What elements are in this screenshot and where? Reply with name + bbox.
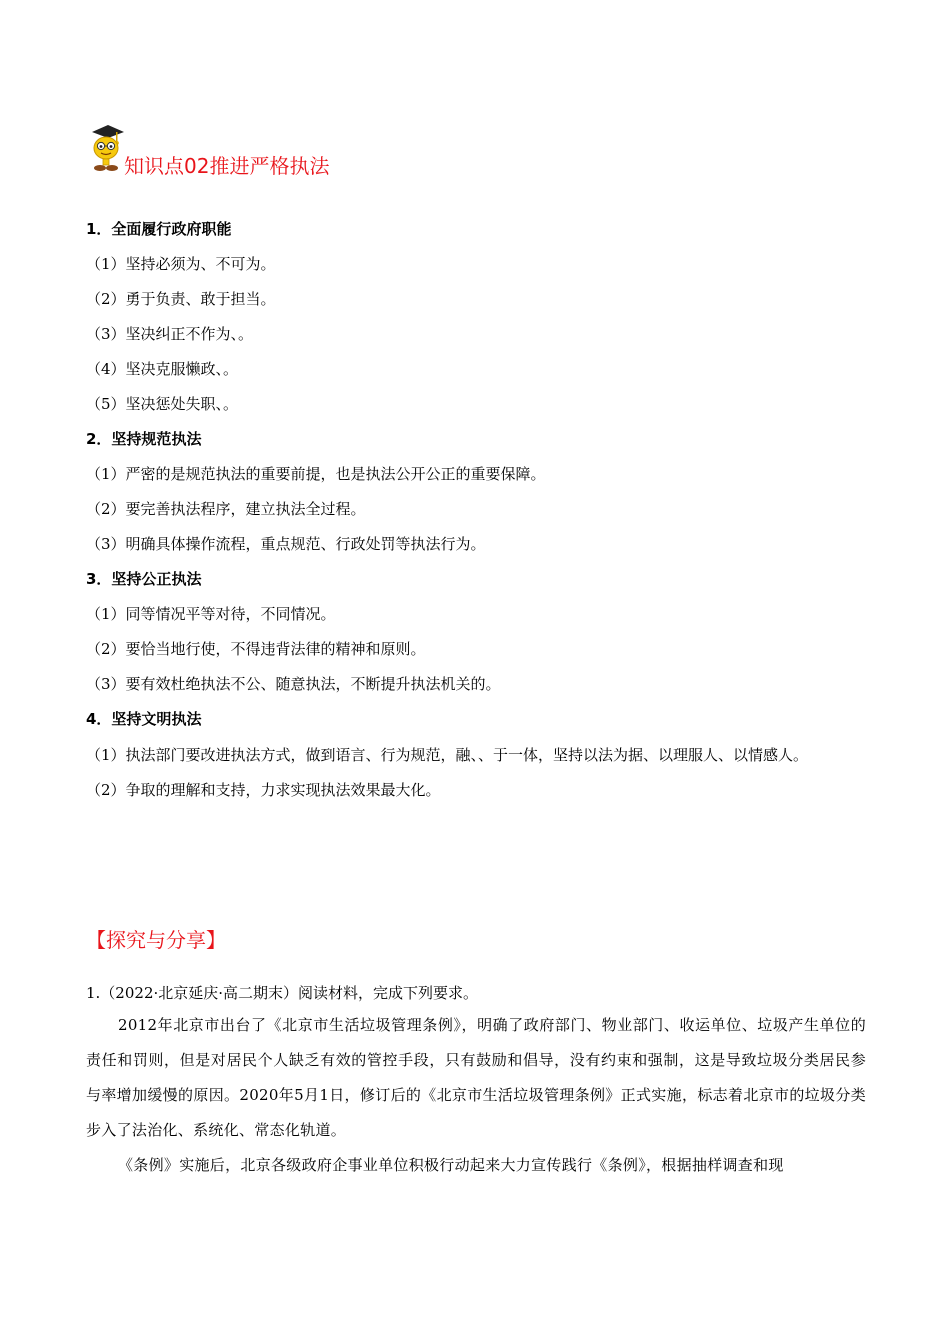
section [86,562,866,702]
question-stem: 1.（2022·北京延庆·高二期末）阅读材料，完成下列要求。 [86,984,479,1002]
list-item: （2）争取的理解和支持，力求实现执法效果最大化。 [86,781,441,799]
list-item: （5）坚决惩处失职、。 [86,395,239,413]
question-block [86,978,866,1183]
section-heading: 1．全面履行政府职能 [86,220,232,238]
section-heading: 2．坚持规范执法 [86,430,202,448]
section [86,422,866,562]
list-item: （3）坚决纠正不作为、。 [86,325,254,343]
knowledge-point-title: 知识点02推进严格执法 [124,154,330,178]
section-heading: 3．坚持公正执法 [86,570,202,588]
explore-title: 【探究与分享】 [86,928,226,952]
list-item: （1）执法部门要改进执法方式，做到语言、行为规范，融、、于一体，坚持以法为据、以理服人、以情感人。 [86,746,809,764]
list-item: （2）勇于负责、敢于担当。 [86,290,276,308]
section-heading: 4．坚持文明执法 [86,710,202,728]
knowledge-content [86,212,866,808]
section [86,702,866,808]
knowledge-point-header [86,122,586,178]
list-item: （2）要恰当地行使，不得违背法律的精神和原则。 [86,640,426,658]
list-item: （1）坚持必须为、不可为。 [86,255,276,273]
list-item: （4）坚决克服懒政、。 [86,360,239,378]
list-item: （1）严密的是规范执法的重要前提，也是执法公开公正的重要保障。 [86,465,546,483]
list-item: （2）要完善执法程序，建立执法全过程。 [86,500,366,518]
list-item: （3）要有效杜绝执法不公、随意执法，不断提升执法机关的。 [86,675,501,693]
material-paragraph: 2012年北京市出台了《北京市生活垃圾管理条例》，明确了政府部门、物业部门、收运单位、垃圾产生单位的责任和罚则，但是对居民个人缺乏有效的管控手段，只有鼓励和倡导，没有约束和强制，这是导致垃圾分类居民参与率增加缓慢的原因。2020年5月1日，修订后的《北京市生活垃圾管理条例》正式实施，标志着北京市的垃圾分类步入了法治化、系统化、常态化轨道。 [86,1016,866,1139]
list-item: （3）明确具体操作流程，重点规范、行政处罚等执法行为。 [86,535,486,553]
list-item: （1）同等情况平等对待，不同情况。 [86,605,336,623]
section [86,212,866,422]
graduate-mascot-icon [86,122,126,174]
material-paragraph: 《条例》实施后，北京各级政府企事业单位积极行动起来大力宣传践行《条例》，根据抽样调查和现 [118,1156,784,1174]
